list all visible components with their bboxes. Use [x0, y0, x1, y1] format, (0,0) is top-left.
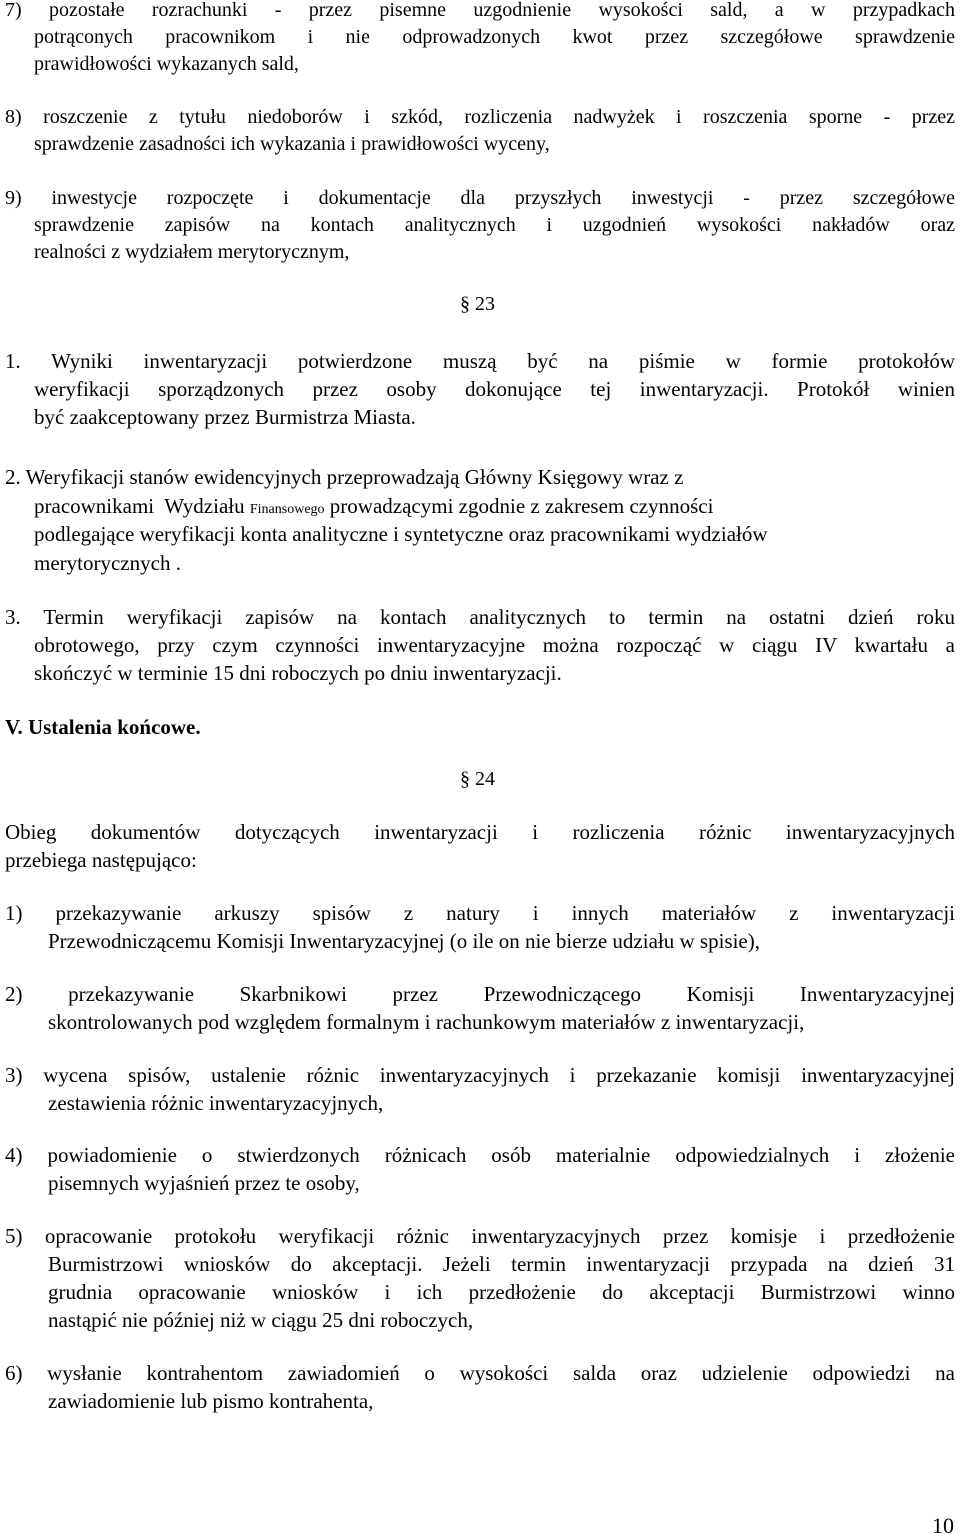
- p3-line-3: skończyć w terminie 15 dni roboczych po dniu inwentaryzacji.: [34, 661, 562, 685]
- item-9-line-2: sprawdzenie zapisów na kontach analitycznych i uzgodnień wysokości nakładów oraz: [34, 214, 955, 236]
- item-7-line-3: prawidłowości wykazanych sald,: [34, 53, 299, 75]
- item-8-line-1: 8) roszczenie z tytułu niedoborów i szkód, rozliczenia nadwyżek i roszczenia sporne - przez: [5, 106, 955, 128]
- b4-line-2: pisemnych wyjaśnień przez te osoby,: [48, 1171, 360, 1195]
- b3-line-1: 3) wycena spisów, ustalenie różnic inwentaryzacyjnych i przekazanie komisji inwentaryzacyjnej: [5, 1063, 955, 1087]
- section-24-heading: § 24: [460, 768, 495, 790]
- b5-line-1: 5) opracowanie protokołu weryfikacji różnic inwentaryzacyjnych przez komisje i przedłożenie: [5, 1224, 955, 1248]
- p2-line-1: 2. Weryfikacji stanów ewidencyjnych przeprowadzają Główny Księgowy wraz z: [5, 465, 684, 489]
- b3-line-2: zestawienia różnic inwentaryzacyjnych,: [48, 1091, 384, 1115]
- p3-line-2: obrotowego, przy czym czynności inwentaryzacyjne można rozpocząć w ciągu IV kwartału a: [34, 633, 955, 657]
- page-number: 10: [932, 1513, 954, 1538]
- b4-line-1: 4) powiadomienie o stwierdzonych różnicach osób materialnie odpowiedzialnych i złożenie: [5, 1143, 955, 1167]
- b5-line-3: grudnia opracowanie wniosków i ich przedłożenie do akceptacji Burmistrzowi winno: [48, 1280, 955, 1304]
- b1-line-1: 1) przekazywanie arkuszy spisów z natury i innych materiałów z inwentaryzacji: [5, 901, 955, 925]
- b2-line-2: skontrolowanych pod względem formalnym i rachunkowym materiałów z inwentaryzacji,: [48, 1010, 805, 1034]
- item-9-line-3: realności z wydziałem merytorycznym,: [34, 241, 350, 263]
- b1-line-2: Przewodniczącemu Komisji Inwentaryzacyjnej (o ile on nie bierze udziału w spisie),: [48, 929, 760, 953]
- item-8-line-2: sprawdzenie zasadności ich wykazania i prawidłowości wyceny,: [34, 133, 550, 155]
- p2-line-2: [34, 493, 955, 523]
- p3-line-1: 3. Termin weryfikacji zapisów na kontach analitycznych to termin na ostatni dzień roku: [5, 605, 955, 629]
- p1-line-2: weryfikacji sporządzonych przez osoby dokonujące tej inwentaryzacji. Protokół winien: [34, 377, 955, 401]
- p2-line-2c: prowadzącymi zgodnie z zakresem czynności: [324, 494, 714, 518]
- section-23-heading: § 23: [460, 293, 495, 315]
- p2-line-3: podlegające weryfikacji konta analityczne i syntetyczne oraz pracownikami wydziałów: [34, 522, 768, 546]
- p1-line-1: 1. Wyniki inwentaryzacji potwierdzone muszą być na piśmie w formie protokołów: [5, 349, 955, 373]
- b6-line-2: zawiadomienie lub pismo kontrahenta,: [48, 1389, 374, 1413]
- intro-line-1: Obieg dokumentów dotyczących inwentaryzacji i rozliczenia różnic inwentaryzacyjnych: [5, 820, 955, 844]
- intro-line-2: przebiega następująco:: [5, 848, 197, 872]
- item-7-line-1: 7) pozostałe rozrachunki - przez pisemne uzgodnienie wysokości sald, a w przypadkach: [5, 0, 955, 21]
- item-7-line-2: potrąconych pracownikom i nie odprowadzonych kwot przez szczegółowe sprawdzenie: [34, 26, 955, 48]
- b5-line-4: nastąpić nie później niż w ciągu 25 dni roboczych,: [48, 1308, 474, 1332]
- p2-line-2b: Finansowego: [249, 502, 325, 517]
- b5-line-2: Burmistrzowi wniosków do akceptacji. Jeżeli termin inwentaryzacji przypada na dzień 31: [48, 1252, 955, 1276]
- b6-line-1: 6) wysłanie kontrahentom zawiadomień o wysokości salda oraz udzielenie odpowiedzi na: [5, 1361, 955, 1385]
- p1-line-3: być zaakceptowany przez Burmistrza Miasta.: [34, 405, 416, 429]
- item-9-line-1: 9) inwestycje rozpoczęte i dokumentacje dla przyszłych inwestycji - przez szczegółowe: [5, 187, 955, 209]
- p2-line-4: merytorycznych .: [34, 551, 181, 575]
- p2-line-2a: pracownikami Wydziału: [34, 494, 250, 518]
- section-v-heading: V. Ustalenia końcowe.: [5, 715, 201, 739]
- b2-line-1: 2) przekazywanie Skarbnikowi przez Przewodniczącego Komisji Inwentaryzacyjnej: [5, 982, 955, 1006]
